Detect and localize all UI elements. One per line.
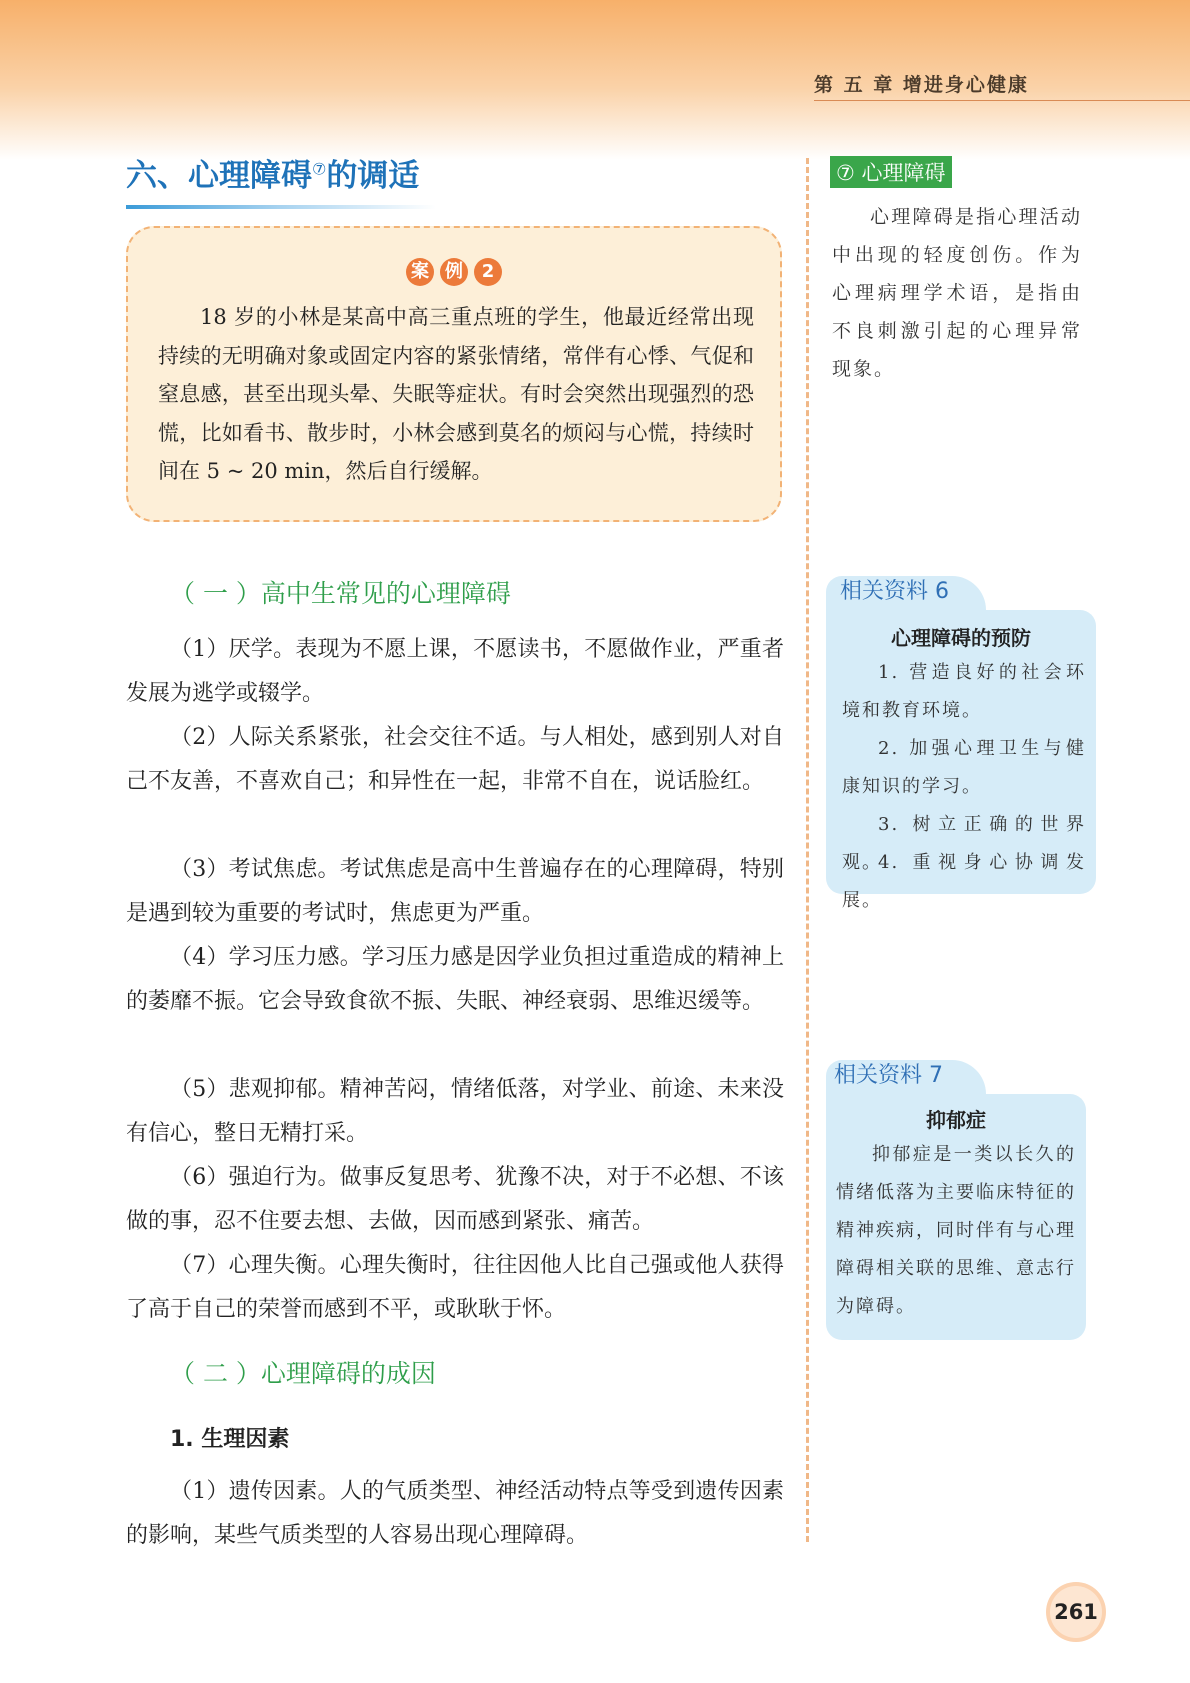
case-text: 18 岁的小林是某高中高三重点班的学生，他最近经常出现持续的无明确对象或固定内容的紧张情绪，常伴有心悸、气促和窒息感，甚至出现头晕、失眠等症状。有时会突然出现强烈的恐慌，比如看书、散步时，小林会感到莫名的烦闷与心慌，持续时间在 5 ~ 20 min，然后自行缓解。 — [158, 305, 754, 483]
paragraph: （1）厌学。表现为不愿上课，不愿读书，不愿做作业，严重者发展为逃学或辍学。 — [126, 637, 784, 706]
case-label-char: 案 — [406, 258, 434, 286]
part2-subheading: 1. 生理因素 — [170, 1427, 290, 1452]
section-title — [126, 150, 419, 195]
case-label — [128, 258, 780, 286]
paragraph: （5）悲观抑郁。精神苦闷，情绪低落，对学业、前途、未来没有信心，整日无精打采。 — [126, 1077, 784, 1146]
footnote-label: ⑦ 心理障碍 — [830, 156, 952, 188]
resource7-text: 抑郁症是一类以长久的情绪低落为主要临床特征的精神疾病，同时伴有与心理障碍相关联的思维、意志行为障碍。 — [836, 1144, 1076, 1317]
paragraph: （7）心理失衡。心理失衡时，往往因他人比自己强或他人获得了高于自己的荣誉而感到不平，或耿耿于怀。 — [126, 1253, 784, 1322]
chapter-title: 第 五 章 增进身心健康 — [814, 74, 1029, 96]
paragraph: （2）人际关系紧张，社会交往不适。与人相处，感到别人对自己不友善，不喜欢自己；和异性在一起，非常不自在，说话脸红。 — [126, 725, 784, 794]
page-number: 261 — [1050, 1586, 1102, 1638]
case-label-char: 例 — [440, 258, 468, 286]
section-title-suffix: 的调适 — [326, 158, 420, 194]
column-divider — [806, 158, 809, 1542]
paragraph: （4）学习压力感。学习压力感是因学业负担过重造成的精神上的萎靡不振。它会导致食欲不振、失眠、神经衰弱、思维迟缓等。 — [126, 945, 784, 1014]
resource6-box — [826, 610, 1096, 911]
resource6-title: 心理障碍的预防 — [891, 626, 1031, 650]
section-underline — [126, 205, 436, 209]
resource7-title: 抑郁症 — [926, 1108, 986, 1132]
case-box — [126, 226, 782, 522]
resource6-tab-label: 相关资料 6 — [840, 579, 949, 604]
part1-heading: （ 一 ）高中生常见的心理障碍 — [170, 579, 511, 608]
resource6-item: 2. 加强心理卫生与健康知识的学习。 — [842, 738, 1086, 797]
header-rule — [814, 100, 1190, 101]
resource6-item: 1. 营造良好的社会环境和教育环境。 — [842, 662, 1086, 721]
paragraph: （1）遗传因素。人的气质类型、神经活动特点等受到遗传因素的影响，某些气质类型的人容易出现心理障碍。 — [126, 1479, 784, 1548]
section-title-text: 六、心理障碍 — [126, 158, 312, 194]
paragraph: （6）强迫行为。做事反复思考、犹豫不决，对于不必想、不该做的事，忍不住要去想、去做，因而感到紧张、痛苦。 — [126, 1165, 784, 1234]
footnote-text: 心理障碍是指心理活动中出现的轻度创伤。作为心理病理学术语，是指由不良刺激引起的心理异常现象。 — [832, 206, 1082, 380]
resource6-item: 3. 树立正确的世界观。 — [842, 814, 1086, 873]
resource7-tab-label: 相关资料 7 — [834, 1063, 943, 1088]
resource7-box — [826, 1094, 1086, 1340]
resource6-item: 4. 重视身心协调发展。 — [842, 852, 1086, 911]
part2-heading: （ 二 ）心理障碍的成因 — [170, 1359, 436, 1388]
case-label-number: 2 — [474, 258, 502, 286]
footnote-mark: ⑦ — [312, 159, 327, 179]
paragraph: （3）考试焦虑。考试焦虑是高中生普遍存在的心理障碍，特别是遇到较为重要的考试时，焦虑更为严重。 — [126, 857, 784, 926]
